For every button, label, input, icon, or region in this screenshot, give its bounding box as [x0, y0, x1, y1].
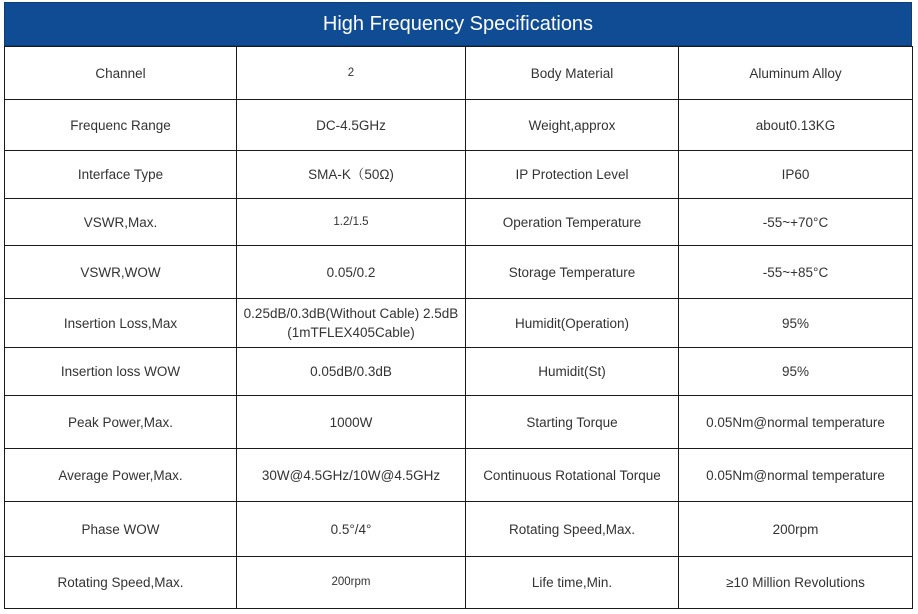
spec-value: 0.5°/4°: [237, 502, 466, 557]
spec-value: 0.05Nm@normal temperature: [679, 396, 913, 449]
spec-value: DC-4.5GHz: [237, 100, 466, 151]
table-title: High Frequency Specifications: [4, 2, 912, 46]
table-row: [5, 299, 913, 348]
table-row: [5, 348, 913, 396]
spec-label: Life time,Min.: [466, 557, 679, 609]
spec-value: 0.05/0.2: [237, 246, 466, 299]
spec-label: Channel: [5, 47, 237, 100]
table-row: [5, 246, 913, 299]
spec-value: 95%: [679, 348, 913, 396]
table-row: [5, 502, 913, 557]
spec-label: Interface Type: [5, 151, 237, 199]
spec-label: Insertion Loss,Max: [5, 299, 237, 348]
spec-label: Humidit(St): [466, 348, 679, 396]
spec-label: Humidit(Operation): [466, 299, 679, 348]
spec-value: 1.2/1.5: [237, 199, 466, 246]
spec-label: Phase WOW: [5, 502, 237, 557]
spec-label: VSWR,Max.: [5, 199, 237, 246]
table-row: [5, 199, 913, 246]
spec-label: Operation Temperature: [466, 199, 679, 246]
spec-value: 0.25dB/0.3dB(Without Cable) 2.5dB (1mTFLEX405Cable): [237, 299, 466, 348]
spec-value: 200rpm: [679, 502, 913, 557]
spec-value: 95%: [679, 299, 913, 348]
spec-value: 0.05Nm@normal temperature: [679, 449, 913, 502]
spec-label: IP Protection Level: [466, 151, 679, 199]
spec-label: Starting Torque: [466, 396, 679, 449]
spec-value: -55~+85°C: [679, 246, 913, 299]
spec-label: Peak Power,Max.: [5, 396, 237, 449]
table-row: [5, 47, 913, 100]
spec-value: 200rpm: [237, 557, 466, 609]
table-row: [5, 100, 913, 151]
table-row: [5, 396, 913, 449]
spec-label: Continuous Rotational Torque: [466, 449, 679, 502]
spec-value: Aluminum Alloy: [679, 47, 913, 100]
spec-label: Frequenc Range: [5, 100, 237, 151]
spec-value: 0.05dB/0.3dB: [237, 348, 466, 396]
spec-label: Insertion loss WOW: [5, 348, 237, 396]
spec-label: VSWR,WOW: [5, 246, 237, 299]
spec-value: -55~+70°C: [679, 199, 913, 246]
spec-value: about0.13KG: [679, 100, 913, 151]
spec-value: 30W@4.5GHz/10W@4.5GHz: [237, 449, 466, 502]
spec-value: 2: [237, 47, 466, 100]
spec-label: Body Material: [466, 47, 679, 100]
table-row: [5, 557, 913, 609]
spec-label: Rotating Speed,Max.: [5, 557, 237, 609]
spec-table-container: [4, 2, 912, 609]
spec-value: IP60: [679, 151, 913, 199]
spec-label: Storage Temperature: [466, 246, 679, 299]
spec-label: Weight,approx: [466, 100, 679, 151]
spec-value: ≥10 Million Revolutions: [679, 557, 913, 609]
table-row: [5, 151, 913, 199]
spec-value: SMA-K（50Ω): [237, 151, 466, 199]
spec-label: Average Power,Max.: [5, 449, 237, 502]
table-row: [5, 449, 913, 502]
spec-label: Rotating Speed,Max.: [466, 502, 679, 557]
spec-value: 1000W: [237, 396, 466, 449]
spec-table: [4, 46, 913, 609]
